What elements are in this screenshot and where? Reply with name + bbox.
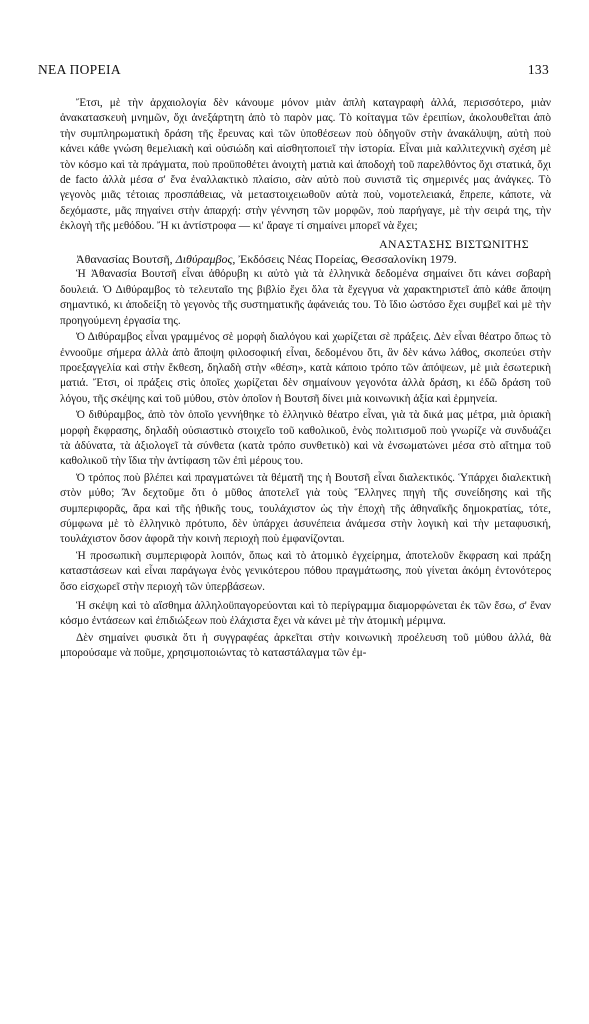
essay-author-signature: ΑΝΑΣΤΑΣΗΣ ΒΙΣΤΩΝΙΤΗΣ <box>379 236 529 251</box>
review-book-author: Ἀθανασίας Βουτσῆ, <box>76 252 173 267</box>
review-book-publisher: Ἐκδόσεις Νέας Πορείας, Θεσσαλονίκη 1979. <box>238 252 457 267</box>
review-paragraph: Ὁ τρόπος ποὺ βλέπει καὶ πραγματώνει τὰ θέματῆ της ἡ Βουτσῆ εἶναι διαλεκτικός. Ὑπάρχει διαλεκτικὴ στὸν μύθο; Ἂν δεχτοῦμε ὅτι ὁ μῦθος ἀποτελεῖ γιὰ τοὺς Ἕλληνες πηγὴ τῆς συνείδησης καὶ τῆς συμπεριφορᾶς, ἄρα καὶ τῆς ἠθικῆς τους, τουλάχιστον ὡς τὴν ἐποχὴ τῆς ἀθηναϊκῆς δημοκρατίας, τότε, σύμφωνα μὲ τὸ ἑλληνικὸ πρότυπο, δὲν ὑπάρχει ἀσυνέπεια ἀνάμεσα στὴν λογικὴ καὶ τὴν μεταφυσική, τουλάχιστον ὅσον ἀφορᾶ τὴν κοινὴ περιοχὴ ποὺ ἐμφανίζονται. <box>60 471 551 546</box>
journal-title: ΝΕΑ ΠΟΡΕΙΑ <box>38 62 121 77</box>
review-paragraph: Δὲν σημαίνει φυσικὰ ὅτι ἡ συγγραφέας ἀρκεῖται στὴν κοινωνικὴ προέλευση τοῦ μύθου ἀλλά, θὰ μπορούσαμε νὰ ποῦμε, χρησιμοποιώντας τὸ καταστάλαγμα τῶν ἐμ- <box>60 631 551 660</box>
review-paragraph: Ὁ διθύραμβος, ἀπὸ τὸν ὁποῖο γεννήθηκε τὸ ἑλληνικὸ θέατρο εἶναι, γιὰ τὰ δικά μας μέτρα, μιὰ ὁριακὴ μορφὴ ἔκφρασης, δηλαδὴ οὐσιαστικὸ στοιχεῖο τοῦ καθολικοῦ, ἑνὸς πολιτισμοῦ ποὺ γνωρίζε νὰ συνδυάζει τὰ ἀδύνατα, τὰ ἀξιολογεῖ τὰ σύνθετα (κατὰ τρόπο συνθετικὸ) καὶ νὰ ἐνσωματώνει μέσα στὸ αἴτημα τοῦ καθολικοῦ τὴν ἴδια τὴν ἀντίφαση τῶν ἐπὶ μέρους του. <box>60 409 551 468</box>
review-paragraph: Ὁ Διθύραμβος εἶναι γραμμένος σὲ μορφὴ διαλόγου καὶ χωρίζεται σὲ πράξεις. Δὲν εἶναι θέατρο ὅπως τὸ ἐννοοῦμε σήμερα ἀλλὰ ἀπὸ ἄποψη φιλοσοφική εἶναι, δεδομένου ὅτι, ἂν δὲν κάνω λάθος, σκοπεύει στὴν προεξαγγελία καὶ στὴν ἔκθεση, δηλαδὴ στὴν «θέση», κατὰ κάποιο τρόπο τῶν ἀπόψεων, μὲ μιὰ ἐσωτερικὴ ματιά. Ἔτσι, οἱ πράξεις στὶς ὁποῖες χωρίζεται δὲν σημαίνουν γεγονότα ἀλλὰ δράση, κι ἐδῶ δράση τοῦ λόγου, τῆς σκέψης καὶ τοῦ μύθου, στὸν ὁποῖον ἡ Βουτσῆ δίνει μιὰ κοινωνικὴ ἀξία καὶ ἑρμηνεία. <box>60 331 551 405</box>
review-text <box>60 267 551 661</box>
page-body <box>60 96 551 662</box>
running-header <box>38 62 549 78</box>
review-book-title: Διθύραμβος, <box>175 252 236 267</box>
review-paragraph: Ἡ σκέψη καὶ τὸ αἴσθημα ἀλληλοϋπαγορεύονται καὶ τὸ περίγραμμα διαμορφώνεται ἐκ τῶν ἔσω, σ' ἕναν κόσμο ἐντάσεων καὶ ἐπιδιώξεων ποὺ ἐλάχιστα ἔχει νὰ κάνει μὲ τὴν ἀτομικὴ μέριμνα. <box>60 600 551 628</box>
page-number: 133 <box>527 62 549 77</box>
review-paragraph: Ἡ Ἀθανασία Βουτσῆ εἶναι ἀθόρυβη κι αὐτὸ γιὰ τὰ ἑλληνικὰ δεδομένα σημαίνει ὅτι κάνει σοβαρὴ δουλειά. Ὁ Διθύραμβος τὸ τελευταῖο της βιβλίο ἔχει ὅλα τὰ ἔχεγγυα νὰ χαρακτηριστεῖ ἀπὸ κάθε ἄποψη σημαντικό, κι ἀποδείξη τὸ γεγονὸς τῆς συστηματικῆς ἀφάνειάς του. Τὸ ἴδιο ὡστόσο ἔχει συμβεῖ καὶ μὲ τὴν προηγούμενη ἐργασία της. <box>60 268 551 327</box>
review-paragraph: Ἡ προσωπικὴ συμπεριφορὰ λοιπόν, ὅπως καὶ τὸ ἀτομικὸ ἐγχείρημα, ἀποτελοῦν ἔκφραση καὶ πράξη καταστάσεων καὶ εἶναι παράγωγα ἑνὸς γενικότερου πόθου πραγμάτωσης, ποὺ γίνεται ἀκόμη ἐντονότερος ὅσο εἰσχωρεῖ στὴν περιοχὴ τῶν ὑπερβάσεων. <box>60 549 551 593</box>
essay-paragraph: Ἔτσι, μὲ τὴν ἀρχαιολογία δὲν κάνουμε μόνον μιὰν ἁπλὴ καταγραφὴ ἀλλά, περισσότερο, μιὰν ἀνακατασκευὴ μνημῶν, ὄχι ἀνεξάρτητη ἀπὸ τὸ παρὸν μας. Τὸ κοίταγμα τῶν ἐρειπίων, ἀκολουθεῖται ἀπὸ τὴν συμπληρωματικὴ δράση τῆς ἔρευνας καὶ τῶν ὑποθέσεων ποὺ ὁδηγοῦν στὴν ἀνακάλυψη, αὐτὴ ποὺ κάνει κάθε γνώση θεμελιακὴ καὶ οὐσιώδη καὶ αἰσθητοποιεῖ τὴν ἱστορία. Εἶναι μιὰ καλλιτεχνικὴ σχέση μὲ τὸν κόσμο καὶ τὰ πράγματα, ποὺ προϋποθέτει ἀνοιχτὴ ματιὰ καὶ ἀποδοχὴ τοῦ παρελθόντος ὄχι στατικά, ὄχι de facto ἀλλὰ μέσα σ' ἕνα ἐναλλακτικὸ πλαίσιο, σὰν αὐτὸ ποὺ συνιστᾶ τὶς σημερινές μας ἀνάγκες. Τὸ γεγονὸς μιᾶς τέτοιας προσπάθειας, νὰ μεταστοιχειωθοῦν αὐτὰ ποὺ, νομοτελειακά, ἔπρεπε, κάποτε, νὰ δεχόμαστε, μᾶς πηγαίνει στὴν ἀπαρχή: στὴν γέννηση τῶν μορφῶν, ποὺ παρήγαγε, μὲ τὴν σειρά της, τὴν ἐκλογὴ τῆς μεθόδου. Ἤ κι ἀντίστροφα — κι' ἄραγε τί σημαίνει μπορεῖ νὰ ἔχει; <box>60 97 551 233</box>
review-heading <box>60 252 551 267</box>
